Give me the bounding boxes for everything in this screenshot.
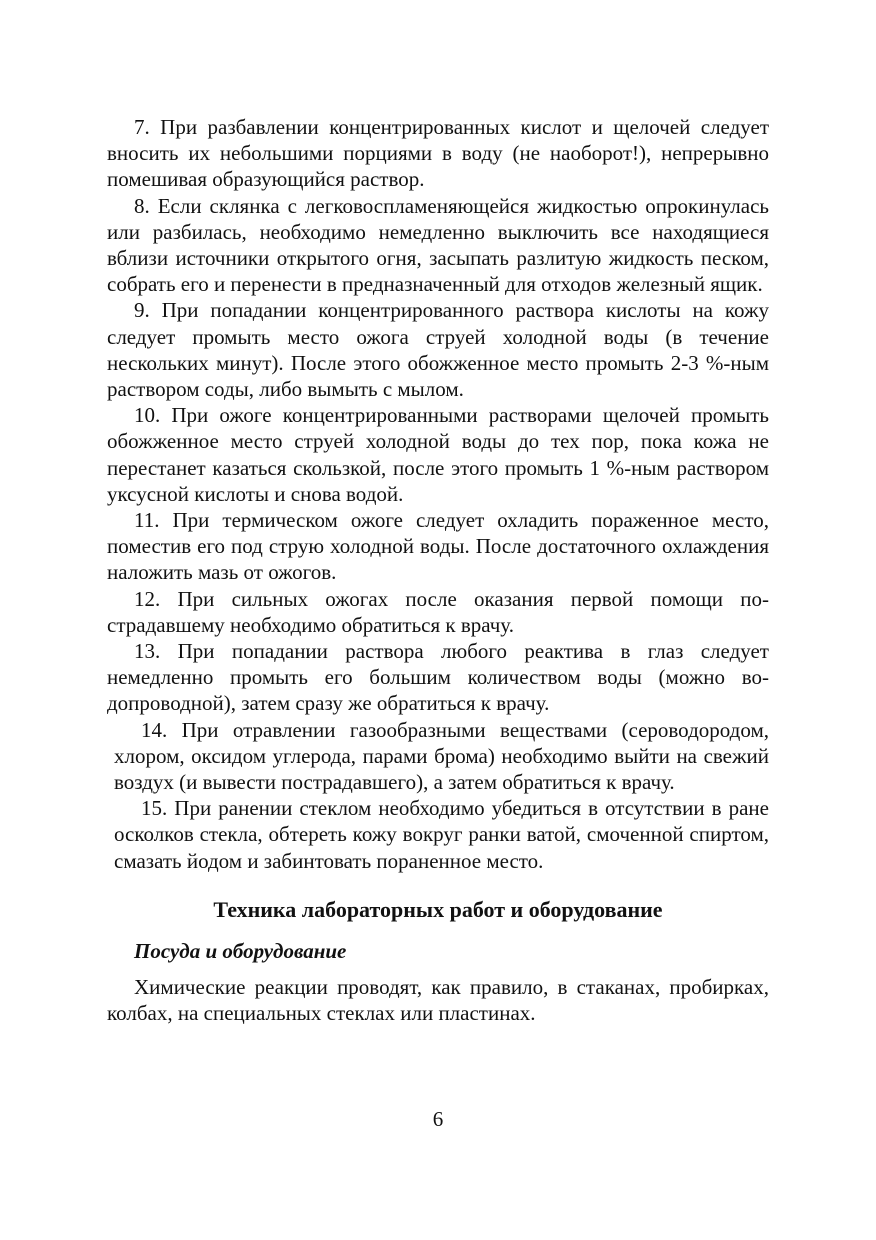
rule-15-paragraph: 15. При ранении стеклом необходимо убедиться в отсутствии в ране осколков стекла, обтереть кожу вокруг ранки ватой, смоченной спиртом, смазать йодом и забинтовать пораненное место. bbox=[114, 796, 769, 873]
rule-11-paragraph: 11. При термическом ожоге следует охладить пораженное место, поместив его под струю холодной воды. После достаточного охлаждения наложить мазь от ожогов. bbox=[107, 508, 769, 585]
rule-12-paragraph: 12. При сильных ожогах после оказания первой помощи пострадавшему необходимо обратиться к врачу. bbox=[107, 586, 769, 637]
intro-paragraph: Химические реакции проводят, как правило, в стаканах, пробирках, колбах, на специальных стеклах или пластинах. bbox=[107, 974, 769, 1026]
rule-13-paragraph: 13. При попадании раствора любого реактива в глаз следует немедленно промыть его большим количеством воды (можно водопроводной), затем сразу же обратиться к врачу. bbox=[107, 639, 769, 716]
subsection-title: Посуда и оборудование bbox=[134, 938, 347, 963]
rule-10-paragraph: 10. При ожоге концентрированными растворами щелочей промыть обожженное место струей холодной воды до тех пор, пока кожа не перестанет казаться скользкой, после этого промыть 1 %-ным раствором уксусной кислоты и снова водой. bbox=[107, 403, 769, 506]
rule-9-paragraph: 9. При попадании концентрированного раствора кислоты на кожу следует промыть место ожога струей холодной воды (в течение нескольких минут). После этого обожженное место промыть 2-3 %-ным раствором соды, либо вымыть с мылом. bbox=[107, 298, 769, 402]
section-title: Техника лабораторных работ и оборудование bbox=[213, 896, 663, 922]
rule-8-paragraph: 8. Если склянка с легковоспламеняющейся жидкостью опрокинулась или разбилась, необходимо немедленно выключить все находящиеся вблизи источники открытого огня, засыпать разлитую жидкость песком, собрать его и перенести в предназначенный для отходов железный ящик. bbox=[107, 193, 769, 297]
page-number: 6 bbox=[432, 1107, 444, 1131]
page-body bbox=[107, 114, 769, 1026]
rule-14-paragraph: 14. При отравлении газообразными веществами (сероводородом, хлором, оксидом углерода, парами брома) необходимо выйти на свежий воздух (и вывести пострадавшего), а затем обратиться к врачу. bbox=[114, 717, 769, 795]
rule-7-paragraph: 7. При разбавлении концентрированных кислот и щелочей следует вносить их небольшими порциями в воду (не наоборот!), непрерывно помешивая образующийся раствор. bbox=[107, 115, 769, 192]
